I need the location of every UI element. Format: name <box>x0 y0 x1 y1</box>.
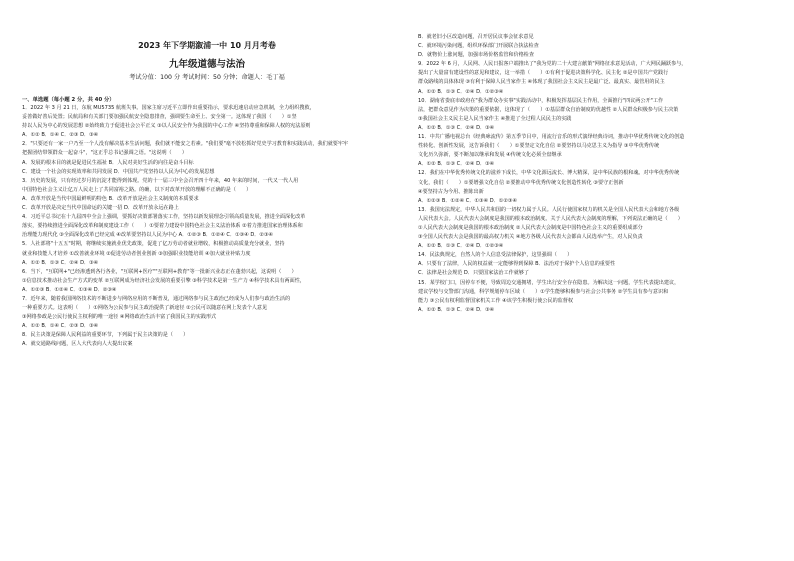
text-line: 6．当下，"互联网+"已经渗透到各行各业，"互联网+医疗""互联网+教育"等一批新兴业态正在蓬勃兴起，这说明（ ） <box>22 268 297 275</box>
text-line: ③网络参政是公民行使民主权利的唯一途径 ④网络政治生活丰富了我国民主的实践形式 <box>22 314 217 321</box>
text-line: A．①②③ B．①②④ C．①③④ D．①②③④ <box>418 197 518 204</box>
text-line: 把握团结带领群众一起奋斗"，"这正乎总书记强调之语。"这说明（ ） <box>22 150 187 157</box>
text-line: 12．我们在中华优秀传统文化的滋养下成长，中华文化源远流长、博大精深，是中华民族的根和魂。对中华优秀传统 <box>418 170 680 177</box>
text-line: ④要坚持古为今用、推陈出新 <box>418 188 484 195</box>
text-line: A．就交通路线问题，区人大代表向人大提出议案 <box>22 341 133 348</box>
text-line: A．改革开放是当代中国最鲜明的特色 B．改革开放是社会主义制度的本质要求 <box>22 195 199 202</box>
text-line: 法，把群众意见作为决策的重要依据，这体现了（ ）①基层群众自治制度的优越性 ②人民群众积极参与民主决策 <box>418 106 679 113</box>
text-line: A．①② B．①③ C．②④ D．①②③④ <box>418 243 504 250</box>
text-line: 持以人民为中心的发展思想 ②始终致力于促进社会公平正义 ③以人民安全作为我国的中心工作 ④坚持尊重和保障人权的宪法原则 <box>22 123 311 130</box>
text-line: A．①② B．①③ C．②④ D．③④ <box>418 306 495 313</box>
text-line: 13．我国宪法规定，中华人民共和国的一切权力属于人民。人民行使国家权力的机关是全国人民代表大会和地方各级 <box>418 206 680 213</box>
text-line: B．就老旧小区改造问题，召开居民议事会征求意见 <box>418 34 534 40</box>
left-question-text <box>22 104 392 350</box>
text-line: 提出了大量富有建设性的意见和建议，这一举措（ ）①有利于促进决策科学化、民主化 ②是中国共产党践行 <box>418 70 669 77</box>
text-line: 3．历史的发展，只有经过岁月的沉淀才能得到体现。党的十一届三中全会召开四十年来，40 年来的时间，一代又一代人用 <box>22 177 299 184</box>
text-line: C．改革开放是决定当代中国命运的关键一招 D．改革开放永远在路上 <box>22 205 179 212</box>
text-line: 9．2022 年 6 月，人民网、人民日报客户端推出了"我为党的二十大建言献策"网络征求意见活动，广大网民踊跃参与， <box>418 61 687 68</box>
text-line: A．①② B．①③ C．②④ D．①②③④ <box>418 88 504 95</box>
exam-info: 考试分值：100 分 考试时间：50 分钟；命题人：毛丁福 <box>129 74 285 81</box>
text-line: A．①② B．①④ C．②③ D．③④ <box>22 132 99 139</box>
subject-title: 九年级道德与法治 <box>168 59 245 70</box>
text-line: A．①② B．①③ C．②④ D．③④ <box>418 124 495 131</box>
text-line: 15．某学校门口，因停车不便，导致周边交通拥堵，学生出行安全存在隐患。为解决这一问题，学生代表提出建议， <box>418 279 680 286</box>
text-line: 7．近年来，随着我国网络技术的不断进步与网络应用的不断普及，通过网络参与民主政治已经成为人们参与政治生活的 <box>22 295 291 302</box>
text-line: 建议学校与交警部门沟通，科学规划停车区域（ ）①学生能够积极参与社会公共事务 ②学生具有参与意识和 <box>418 288 669 295</box>
text-line: 中国特色社会主义让亿万人民走上了共同富裕之路。的确，以下对改革开放的理解不正确的是（ ） <box>22 186 252 193</box>
text-line: A．发展的根本目的就是促进民生福祉 B．人民对美好生活的向往是奋斗目标 <box>22 159 194 166</box>
section-heading: 一、单选题（每小题 2 分，共 40 分） <box>22 97 115 103</box>
text-line: ③我国社会主义民主是人民当家作主 ④推进了全过程人民民主的实践 <box>418 115 572 122</box>
text-line: 治理能力现代化 ③全面深化改革已经完成 ④改革要坚持以人民为中心 A．①②③ B．①②④ C．①③④ D．②③④ <box>22 232 274 239</box>
text-line: 14．民法典规定，自然人的个人信息受法律保护，这里强调（ ） <box>418 252 573 259</box>
text-line: 性转化、创新性发展，这告诉我们（ ）①要坚定文化自信 ②要坚持以马克思主义为指导 ③中华优秀传统 <box>418 143 660 150</box>
text-line: 5．人社部将"十五五"时期，将继续实施就业优先政策，促进了亿万劳动者就业增收，积极推动高质量充分就业，坚持 <box>22 241 285 248</box>
text-line: A．①② B．①③ C．②④ D．③④ <box>418 161 495 168</box>
left-column <box>22 0 392 561</box>
text-line: 8．民主决策是保障人民利益的重要环节，下列属于民主决策的是（ ） <box>22 332 189 339</box>
text-line: C．建设一个社会的实现效率和共同发展 D．中国共产党坚持以人民为中心的发展思想 <box>22 168 215 175</box>
text-line: ①人民代表大会制度是我国的根本政治制度 ②人民代表大会制度是中国特色社会主义的重要组成部分 <box>418 224 643 231</box>
text-line: 就业和技能人才培养 ①改善就业环境 ②促进劳动者创业创新 ③加强职业技能培训 ④加大就业补贴力度 <box>22 250 251 257</box>
text-line: 人民代表大会。人民代表大会制度是我国的根本政治制度。关于人民代表大会制度的理解，下列说法正确的是（ ） <box>418 215 683 222</box>
text-line: A．①②③ B．①②④ C．①③④ D．②③④ <box>22 286 117 293</box>
text-line: ①信息技术推动社会生产方式的变革 ②互联网成为经济社会发展的重要引擎 ③科学技术是第一生产力 ④科学技术具有两面性， <box>22 277 305 284</box>
text-line: ③全国人民代表大会是我国的最高权力机关 ④地方各级人民代表大会都由人民选举产生，对人民负责 <box>418 234 643 241</box>
text-line: A．只要有了法律，人民的权益就一定能够得到保障 B．法治对于保护个人信息的重要性 <box>418 261 616 268</box>
text-line: 文化历久弥新，要不断加以继承和发展 ④传统文化必须全盘继承 <box>418 152 562 159</box>
text-line: D．就物价上涨问题，加强市场价格监管和价格检查 <box>418 52 534 59</box>
text-line: 4．习近平总书记在十九届四中全会上强调，要抓好决策部署落实工作，坚持以新发展理念引领高质量发展，推进全面深化改革 <box>22 214 306 221</box>
text-line: 一种重要方式。这表明（ ）①网络为公民参与民主政治提供了新途径 ②公民可以随意在网上发表个人意见 <box>22 305 268 312</box>
text-line: A．①② B．①③ C．②④ D．③④ <box>22 259 99 266</box>
text-line: C．法律是社会规范 D．只要国家法治工作就够了 <box>418 270 529 277</box>
text-line: 文化，我们（ ）①要增强文化自信 ②要推动中华优秀传统文化创造性转化 ③要守正创新 <box>418 179 624 186</box>
text-line: 妥善做好善后处置；民航局和有关部门要加强民航安全隐患排查，强调要生命至上、安全第一。这体现了我国（ ）①坚 <box>22 114 297 121</box>
right-question-text <box>418 33 788 315</box>
text-line: 落实，要持续推进全面深化改革和制度建设工作（ ）①要着力建设中国特色社会主义法治体系 ②着力推进国家治理体系和 <box>22 223 303 230</box>
text-line: 群众路线的具体体现 ③有利于保障人民当家作主 ④体现了我国社会主义民主是最广泛、最真实、最管用的民主 <box>418 79 665 86</box>
text-line: C．就环境污染问题，组织环保部门开展联合执法检查 <box>418 43 539 50</box>
right-column <box>418 0 788 561</box>
text-line: A．①② B．①④ C．②③ D．③④ <box>22 323 99 330</box>
text-line: 1．2022 年 3 月 21 日，东航 MU5735 航班失事。国家主席习近平立即作出重要指示，要求迅速启动应急机制，全力组织搜救， <box>22 105 315 111</box>
exam-title: 2023 年下学期溆浦一中 10 月月考卷 <box>138 41 276 50</box>
text-line: 2．"只要还有一家一户乃至一个人没有解决基本生活问题，我们就不能安之若素。"我们要"毫不放松抓好党史学习教育和实践活动，我们就要牢牢 <box>22 141 349 148</box>
text-line: 能力 ③公民有权利监督国家机关工作 ④该学生积极行使公民的监督权 <box>418 297 573 304</box>
text-line: 10．湖南省娄底市政府在"我为群众办实事"实践活动中，积极发挥基层民主作用，全面推行"四议两公开"工作 <box>418 97 664 104</box>
text-line: 11．中共广播电视总台《经典咏流传》第五季节目中，用流行音乐的形式演绎经典诗词，推动中华优秀传统文化的创造 <box>418 134 685 141</box>
